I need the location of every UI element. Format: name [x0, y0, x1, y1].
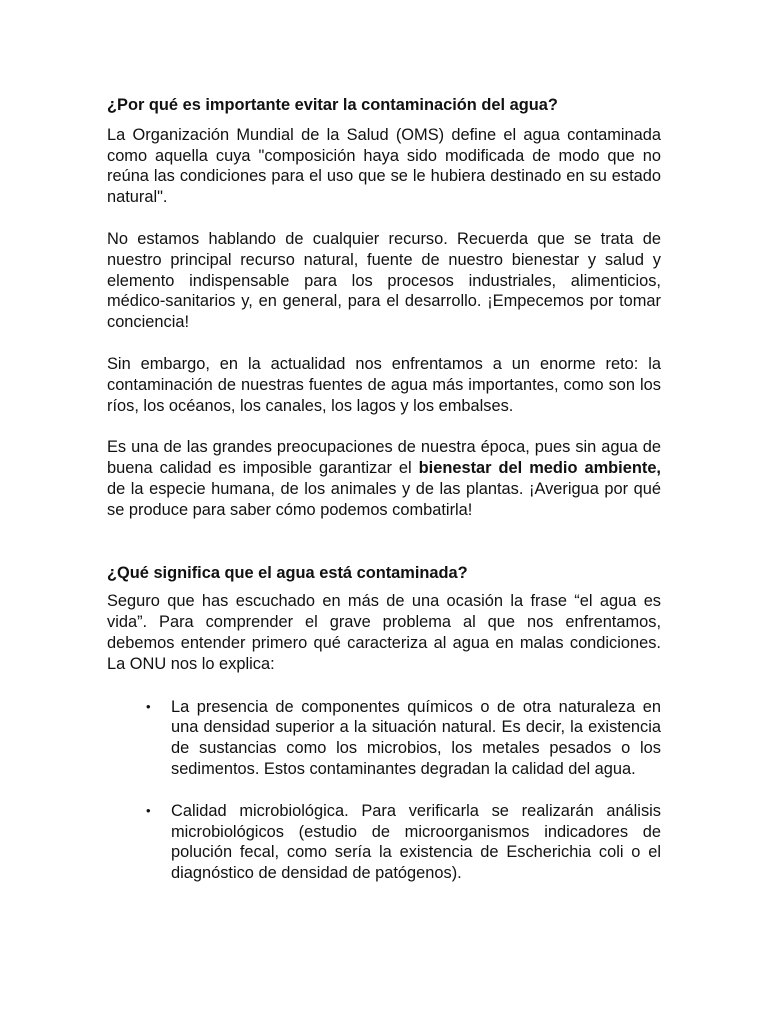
list-item — [107, 697, 661, 780]
section1-paragraph-4 — [107, 437, 661, 520]
list-item-text: Calidad microbiológica. Para verificarla se realizarán análisis microbiológicos (estudio de microorganismos indicadores de polución fecal, como sería la existencia de Escherichia coli o el diagnóstico de densidad de patógenos). — [171, 801, 661, 883]
section1-paragraph-1: La Organización Mundial de la Salud (OMS) define el agua contaminada como aquella cuya "composición haya sido modificada de modo que no reúna las condiciones para el uso que se le hubiera destinado en su estado natural". — [107, 125, 661, 207]
paragraph-4-text-start: Es una de las grandes preocupaciones de nuestra época, pues sin agua de buena calidad es imposible garantizar el — [107, 438, 661, 478]
section1-heading: ¿Por qué es importante evitar la contaminación del agua? — [107, 96, 558, 114]
bullet-icon: • — [146, 802, 151, 818]
list-item-text: La presencia de componentes químicos o de otra naturaleza en una densidad superior a la situación natural. Es decir, la existencia de sustancias como los microbios, los metales pesados o los sedimentos. Estos contaminantes degradan la calidad del agua. — [171, 697, 661, 778]
document-page — [107, 95, 661, 905]
section1-paragraph-2: No estamos hablando de cualquier recurso. Recuerda que se trata de nuestro principal recurso natural, fuente de nuestro bienestar y salud y elemento indispensable para los procesos industriales, alimenticios, médico-sanitarios y, en general, para el desarrollo. ¡Empecemos por tomar conciencia! — [107, 229, 661, 332]
paragraph-4-bold-text: bienestar del medio ambiente, — [418, 459, 661, 478]
section2-heading: ¿Qué significa que el agua está contaminada? — [107, 563, 468, 582]
section1-paragraph-3: Sin embargo, en la actualidad nos enfrentamos a un enorme reto: la contaminación de nuestras fuentes de agua más importantes, como son los ríos, los océanos, los canales, los lagos y los embalses. — [107, 354, 661, 415]
paragraph-4-text-end: de la especie humana, de los animales y de las plantas. ¡Averigua por qué se produce para saber cómo podemos combatirla! — [107, 479, 661, 519]
section2-paragraph-1: Seguro que has escuchado en más de una ocasión la frase “el agua es vida”. Para comprender el grave problema al que nos enfrentamos, debemos entender primero qué caracteriza al agua en malas condiciones. La ONU nos lo explica: — [107, 592, 661, 673]
list-item — [107, 801, 661, 884]
bullet-list — [107, 697, 661, 884]
bullet-icon: • — [146, 698, 151, 714]
